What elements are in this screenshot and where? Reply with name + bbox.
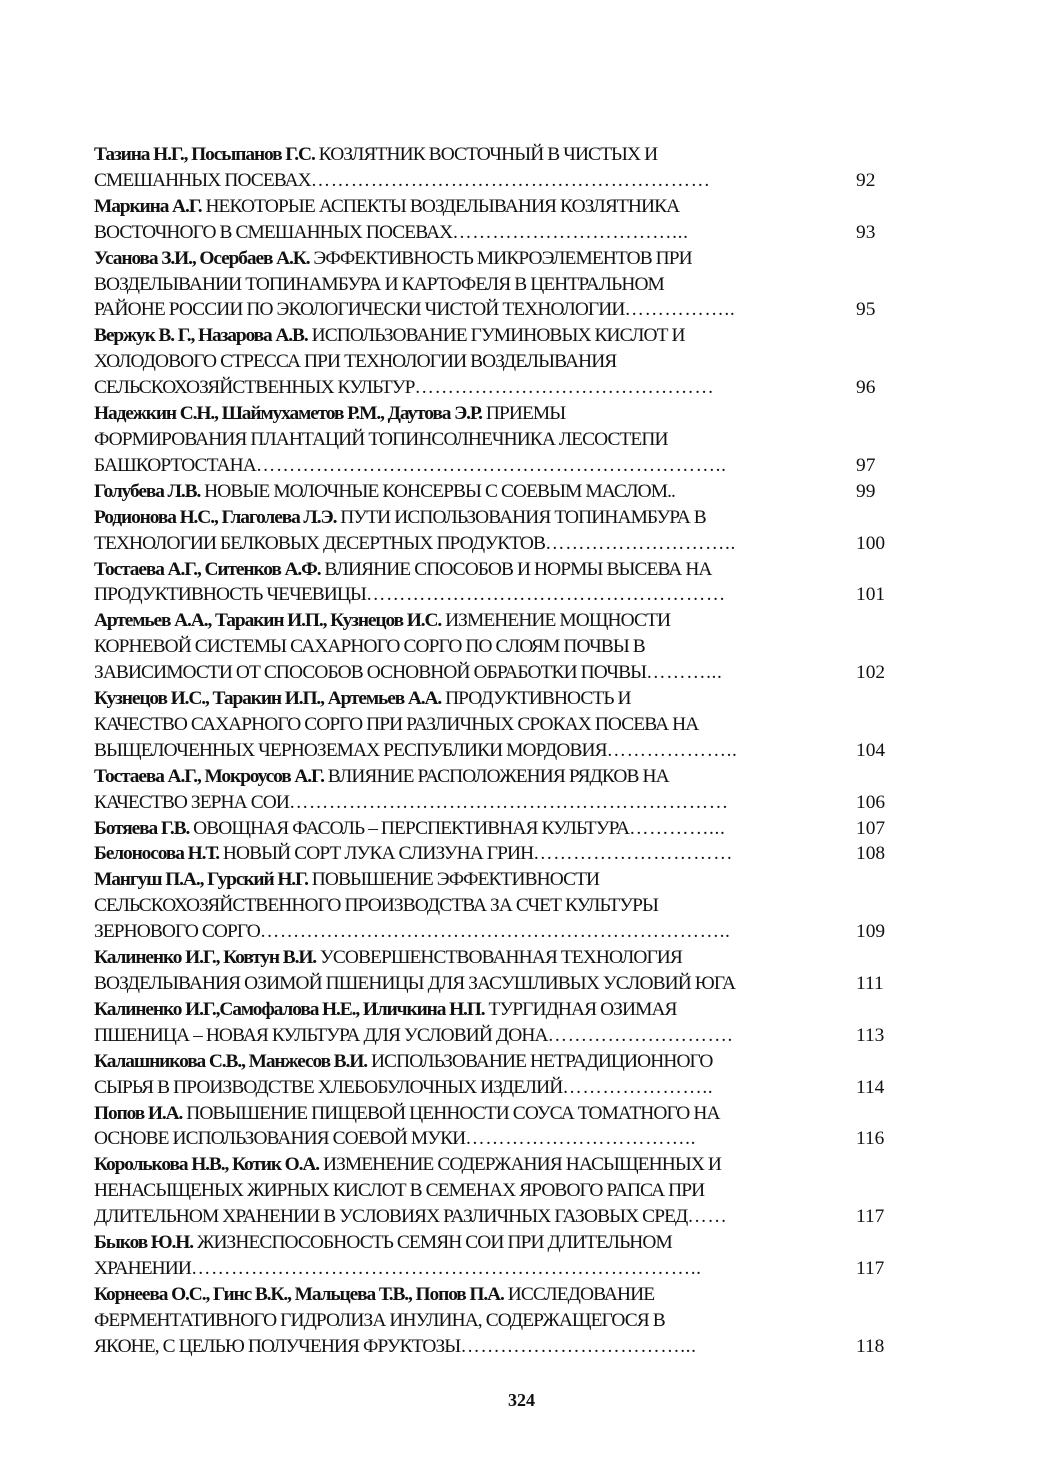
entry-title-text: РАЙОНЕ РОССИИ ПО ЭКОЛОГИЧЕСКИ ЧИСТОЙ ТЕХНОЛОГИИ	[94, 299, 625, 321]
entry-authors: Калиненко И.Г.,Самофалова Н.Е., Иличкина Н.П.	[94, 998, 485, 1020]
toc-entry-line	[94, 1230, 836, 1256]
dot-leader: …………...	[629, 817, 726, 839]
toc-entry-line	[94, 997, 836, 1023]
dot-leader: ……………………………...	[452, 221, 689, 243]
toc-entry-line	[94, 1075, 836, 1101]
entry-page-number: 93	[856, 221, 876, 243]
entry-title-text: ТЕХНОЛОГИИ БЕЛКОВЫХ ДЕСЕРТНЫХ ПРОДУКТОВ	[94, 532, 546, 554]
toc-entry-line	[94, 1023, 836, 1049]
toc-entry-line	[94, 349, 836, 375]
dot-leader: ……	[687, 1206, 728, 1228]
entry-page-number: 117	[856, 1257, 885, 1279]
entry-authors: Надежкин С.Н., Шаймухаметов Р.М., Даутова Э.Р.	[94, 403, 482, 425]
entry-title-text: ИЗМЕНЕНИЕ СОДЕРЖАНИЯ НАСЫЩЕННЫХ И	[319, 1154, 721, 1176]
toc-entry-line	[94, 557, 836, 583]
entry-authors: Голубева Л.В.	[94, 480, 201, 502]
dot-leader: ……………..	[624, 299, 736, 321]
toc-entry	[94, 841, 914, 867]
entry-page-number: 107	[856, 817, 886, 839]
dot-leader: …………………………………………………………	[288, 791, 729, 813]
entry-title-text: КОЗЛЯТНИК ВОСТОЧНЫЙ В ЧИСТЫХ И	[314, 144, 658, 165]
entry-title-text: ВОЗДЕЛЫВАНИЯ ОЗИМОЙ ПШЕНИЦЫ ДЛЯ ЗАСУШЛИВЫХ УСЛОВИЙ ЮГА	[94, 973, 736, 994]
toc-entry	[94, 401, 914, 479]
entry-title-text: ВЛИЯНИЕ РАСПОЛОЖЕНИЯ РЯДКОВ НА	[323, 765, 669, 787]
entry-page-number: 92	[856, 169, 876, 191]
toc-entry	[94, 1230, 914, 1282]
entry-title-text: ДЛИТЕЛЬНОМ ХРАНЕНИИ В УСЛОВИЯХ РАЗЛИЧНЫХ ГАЗОВЫХ СРЕД	[94, 1206, 688, 1228]
entry-title-text: ЗАВИСИМОСТИ ОТ СПОСОБОВ ОСНОВНОЙ ОБРАБОТКИ ПОЧВЫ	[94, 662, 647, 684]
toc-entry-line	[94, 660, 836, 686]
entry-authors: Тазина Н.Г., Посыпанов Г.С.	[94, 144, 315, 165]
entry-title-text: БАШКОРТОСТАНА	[94, 454, 256, 476]
entry-title-text: НЕНАСЫЩЕНЫХ ЖИРНЫХ КИСЛОТ В СЕМЕНАХ ЯРОВОГО РАПСА ПРИ	[94, 1180, 705, 1202]
entry-page-number: 96	[856, 377, 876, 399]
toc-entry	[94, 816, 914, 842]
toc-entry-line	[94, 1308, 836, 1334]
entry-title-text: ФОРМИРОВАНИЯ ПЛАНТАЦИЙ ТОПИНСОЛНЕЧНИКА ЛЕСОСТЕПИ	[94, 428, 668, 450]
entry-authors: Артемьев А.А., Таракин И.П., Кузнецов И.С.	[94, 610, 442, 632]
toc-entry	[94, 194, 914, 246]
toc-entry-line	[94, 375, 836, 401]
entry-title-text: КАЧЕСТВО САХАРНОГО СОРГО ПРИ РАЗЛИЧНЫХ СРОКАХ ПОСЕВА НА	[94, 713, 699, 735]
toc-entry-line	[94, 686, 836, 712]
entry-title-text: СМЕШАННЫХ ПОСЕВАХ	[94, 169, 311, 191]
toc-entry	[94, 142, 914, 194]
dot-leader: ……………………………..	[465, 1128, 697, 1150]
toc-entry	[94, 479, 914, 505]
entry-title-text: ПШЕНИЦА – НОВАЯ КУЛЬТУРА ДЛЯ УСЛОВИЙ ДОНА	[94, 1024, 548, 1046]
toc-entry-line	[94, 531, 836, 557]
entry-title-text: ИСПОЛЬЗОВАНИЕ ГУМИНОВЫХ КИСЛОТ И	[307, 325, 685, 347]
toc-entry	[94, 1152, 914, 1230]
entry-title-text: ПРИЕМЫ	[481, 403, 566, 425]
entry-page-number: 109	[856, 921, 886, 943]
entry-title-text: ОВОЩНАЯ ФАСОЛЬ – ПЕРСПЕКТИВНАЯ КУЛЬТУРА	[189, 817, 630, 839]
toc-entry	[94, 1049, 914, 1101]
entry-authors: Тостаева А.Г., Мокроусов А.Г.	[94, 765, 324, 787]
entry-authors: Королькова Н.В., Котик О.А.	[94, 1154, 320, 1176]
toc-entry-line	[94, 168, 836, 194]
toc-entry-line	[94, 1101, 836, 1127]
entry-title-text: ПОВЫШЕНИЕ ПИЩЕВОЙ ЦЕННОСТИ СОУСА ТОМАТНОГО НА	[182, 1102, 720, 1124]
toc-entry	[94, 246, 914, 324]
entry-page-number: 100	[856, 532, 886, 554]
toc-entry-line	[94, 893, 836, 919]
toc-entry	[94, 945, 914, 997]
entry-page-number: 113	[856, 1024, 885, 1046]
toc-entry	[94, 997, 914, 1049]
entry-page-number: 97	[856, 454, 876, 476]
entry-page-number: 99	[856, 480, 876, 502]
entry-authors: Кузнецов И.С., Таракин И.П., Артемьев А.А.	[94, 688, 442, 710]
entry-title-text: НОВЫЕ МОЛОЧНЫЕ КОНСЕРВЫ С СОЕВЫМ МАСЛОМ..	[200, 480, 676, 502]
dot-leader: ………………………………………………	[366, 584, 726, 606]
entry-title-text: УСОВЕРШЕНСТВОВАННАЯ ТЕХНОЛОГИЯ	[316, 947, 682, 969]
toc-entry-line	[94, 1126, 836, 1152]
entry-authors: Белоносова Н.Т.	[94, 843, 219, 865]
dot-leader: ……………………………………………………	[310, 169, 711, 191]
toc-entry-line	[94, 712, 836, 738]
page-number: 324	[508, 1390, 535, 1410]
entry-title-text: ФЕРМЕНТАТИВНОГО ГИДРОЛИЗА ИНУЛИНА, СОДЕРЖАЩЕГОСЯ В	[94, 1309, 665, 1331]
toc-entry-line	[94, 816, 836, 842]
entry-title-text: ВЫЩЕЛОЧЕННЫХ ЧЕРНОЗЕМАХ РЕСПУБЛИКИ МОРДОВИЯ	[94, 739, 607, 761]
toc-entry-line	[94, 1152, 836, 1178]
entry-page-number: 104	[856, 739, 886, 761]
toc-entry	[94, 1282, 914, 1360]
entry-authors: Корнеева О.С., Гинс В.К., Мальцева Т.В., Попов П.А.	[94, 1283, 504, 1305]
dot-leader: …………………..	[562, 1076, 714, 1098]
toc-entry-line	[94, 1256, 836, 1282]
toc-entry-line	[94, 971, 836, 997]
entry-title-text: ПРОДУКТИВНОСТЬ И	[441, 688, 631, 710]
toc-entry-line	[94, 634, 836, 660]
dot-leader: ………………..	[606, 739, 738, 761]
toc-entry-line	[94, 1334, 836, 1360]
dot-leader: ………………………..	[545, 532, 736, 554]
dot-leader: ………...	[646, 662, 723, 684]
entry-title-text: ОСНОВЕ ИСПОЛЬЗОВАНИЯ СОЕВОЙ МУКИ	[94, 1128, 466, 1150]
toc-entry	[94, 608, 914, 686]
toc-entry-line	[94, 764, 836, 790]
toc-entry-line	[94, 323, 836, 349]
entry-title-text: ЖИЗНЕСПОСОБНОСТЬ СЕМЯН СОИ ПРИ ДЛИТЕЛЬНОМ	[193, 1232, 672, 1254]
entry-title-text: НЕКОТОРЫЕ АСПЕКТЫ ВОЗДЕЛЫВАНИЯ КОЗЛЯТНИКА	[201, 195, 680, 217]
toc-entry-line	[94, 194, 836, 220]
entry-authors: Мангуш П.А., Гурский Н.Г.	[94, 869, 308, 891]
toc-entry-line	[94, 427, 836, 453]
entry-title-text: КОРНЕВОЙ СИСТЕМЫ САХАРНОГО СОРГО ПО СЛОЯМ ПОЧВЫ В	[94, 636, 645, 658]
entry-title-text: НОВЫЙ СОРТ ЛУКА СЛИЗУНА ГРИН	[218, 843, 534, 865]
toc-entry-line	[94, 945, 836, 971]
toc-entry	[94, 1101, 914, 1153]
entry-page-number: 108	[856, 843, 886, 865]
dot-leader: ……………………………………………………………..	[255, 454, 727, 476]
toc-entry-line	[94, 453, 836, 479]
dot-leader: ………………………………………	[414, 377, 715, 399]
toc-entry-line	[94, 142, 836, 168]
toc-entry	[94, 557, 914, 609]
entry-authors: Быков Ю.Н.	[94, 1232, 194, 1254]
entry-title-text: СЕЛЬСКОХОЗЯЙСТВЕННОГО ПРОИЗВОДСТВА ЗА СЧЕТ КУЛЬТУРЫ	[94, 895, 658, 917]
toc-entry-line	[94, 738, 836, 764]
entry-title-text: КАЧЕСТВО ЗЕРНА СОИ	[94, 791, 289, 813]
toc-entry-line	[94, 479, 836, 505]
entry-title-text: СЫРЬЯ В ПРОИЗВОДСТВЕ ХЛЕБОБУЛОЧНЫХ ИЗДЕЛИЙ	[94, 1076, 563, 1098]
entry-authors: Родионова Н.С., Глаголева Л.Э.	[94, 506, 337, 528]
dot-leader: …………………………	[533, 843, 734, 865]
entry-authors: Маркина А.Г.	[94, 195, 202, 217]
entry-page-number: 101	[856, 584, 886, 606]
toc-entry-line	[94, 246, 836, 272]
entry-page-number: 102	[856, 662, 886, 684]
toc-entry	[94, 323, 914, 401]
toc-entry-line	[94, 272, 836, 298]
toc-entry-line	[94, 1049, 836, 1075]
entry-page-number: 114	[856, 1076, 885, 1098]
toc-entry-line	[94, 841, 836, 867]
toc-entry-line	[94, 297, 836, 323]
entry-title-text: ВОСТОЧНОГО В СМЕШАННЫХ ПОСЕВАХ	[94, 221, 453, 243]
toc-entry-line	[94, 1282, 836, 1308]
entry-page-number: 116	[856, 1128, 885, 1150]
entry-title-text: ИССЛЕДОВАНИЕ	[503, 1283, 655, 1305]
entry-page-number: 111	[856, 973, 884, 994]
toc-entry-line	[94, 867, 836, 893]
toc-entry	[94, 867, 914, 945]
toc-entry-line	[94, 1178, 836, 1204]
entry-title-text: ЗЕРНОВОГО СОРГО	[94, 921, 260, 943]
entry-title-text: ИСПОЛЬЗОВАНИЕ НЕТРАДИЦИОННОГО	[367, 1050, 713, 1072]
entry-authors: Вержук В. Г., Назарова А.В.	[94, 325, 308, 347]
entry-title-text: ХРАНЕНИИ	[94, 1257, 191, 1279]
entry-title-text: ЯКОНЕ, С ЦЕЛЬЮ ПОЛУЧЕНИЯ ФРУКТОЗЫ	[94, 1335, 461, 1357]
entry-page-number: 95	[856, 299, 876, 321]
entry-page-number: 118	[856, 1335, 885, 1357]
entry-page-number: 117	[856, 1206, 885, 1228]
entry-title-text: ПУТИ ИСПОЛЬЗОВАНИЯ ТОПИНАМБУРА В	[336, 506, 706, 528]
toc-entry-line	[94, 220, 836, 246]
entry-authors: Ботяева Г.В.	[94, 817, 190, 839]
dot-leader: ……………………….	[547, 1024, 733, 1046]
entry-title-text: ВЛИЯНИЕ СПОСОБОВ И НОРМЫ ВЫСЕВА НА	[320, 558, 712, 580]
toc-entry	[94, 686, 914, 764]
toc-entry-line	[94, 790, 836, 816]
entry-title-text: ЭФФЕКТИВНОСТЬ МИКРОЭЛЕМЕНТОВ ПРИ	[309, 247, 692, 269]
toc-entry-line	[94, 608, 836, 634]
entry-title-text: ПОВЫШЕНИЕ ЭФФЕКТИВНОСТИ	[307, 869, 600, 891]
entry-authors: Тостаева А.Г., Ситенков А.Ф.	[94, 558, 321, 580]
entry-page-number: 106	[856, 791, 886, 813]
dot-leader: ……………………………………………………………..	[259, 921, 731, 943]
entry-authors: Калиненко И.Г., Ковтун В.И.	[94, 947, 317, 969]
toc-entry-line	[94, 919, 836, 945]
entry-title-text: ХОЛОДОВОГО СТРЕССА ПРИ ТЕХНОЛОГИИ ВОЗДЕЛЫВАНИЯ	[94, 351, 617, 373]
entry-title-text: ПРОДУКТИВНОСТЬ ЧЕЧЕВИЦЫ	[94, 584, 367, 606]
dot-leader: ……………………………...	[460, 1335, 697, 1357]
table-of-contents	[94, 142, 914, 1360]
toc-entry-line	[94, 582, 836, 608]
entry-authors: Попов И.А.	[94, 1102, 183, 1124]
entry-title-text: ТУРГИДНАЯ ОЗИМАЯ	[484, 998, 677, 1020]
entry-authors: Калашникова С.В., Манжесов В.И.	[94, 1050, 367, 1072]
toc-entry-line	[94, 505, 836, 531]
toc-entry	[94, 764, 914, 816]
entry-title-text: СЕЛЬСКОХОЗЯЙСТВЕННЫХ КУЛЬТУР	[94, 377, 415, 399]
entry-authors: Усанова З.И., Осербаев А.К.	[94, 247, 310, 269]
toc-entry-line	[94, 1204, 836, 1230]
entry-title-text: ИЗМЕНЕНИЕ МОЩНОСТИ	[441, 610, 671, 632]
toc-entry	[94, 505, 914, 557]
dot-leader: …………………………………………………………………..	[190, 1257, 702, 1279]
toc-entry-line	[94, 401, 836, 427]
entry-title-text: ВОЗДЕЛЫВАНИИ ТОПИНАМБУРА И КАРТОФЕЛЯ В ЦЕНТРАЛЬНОМ	[94, 273, 664, 295]
